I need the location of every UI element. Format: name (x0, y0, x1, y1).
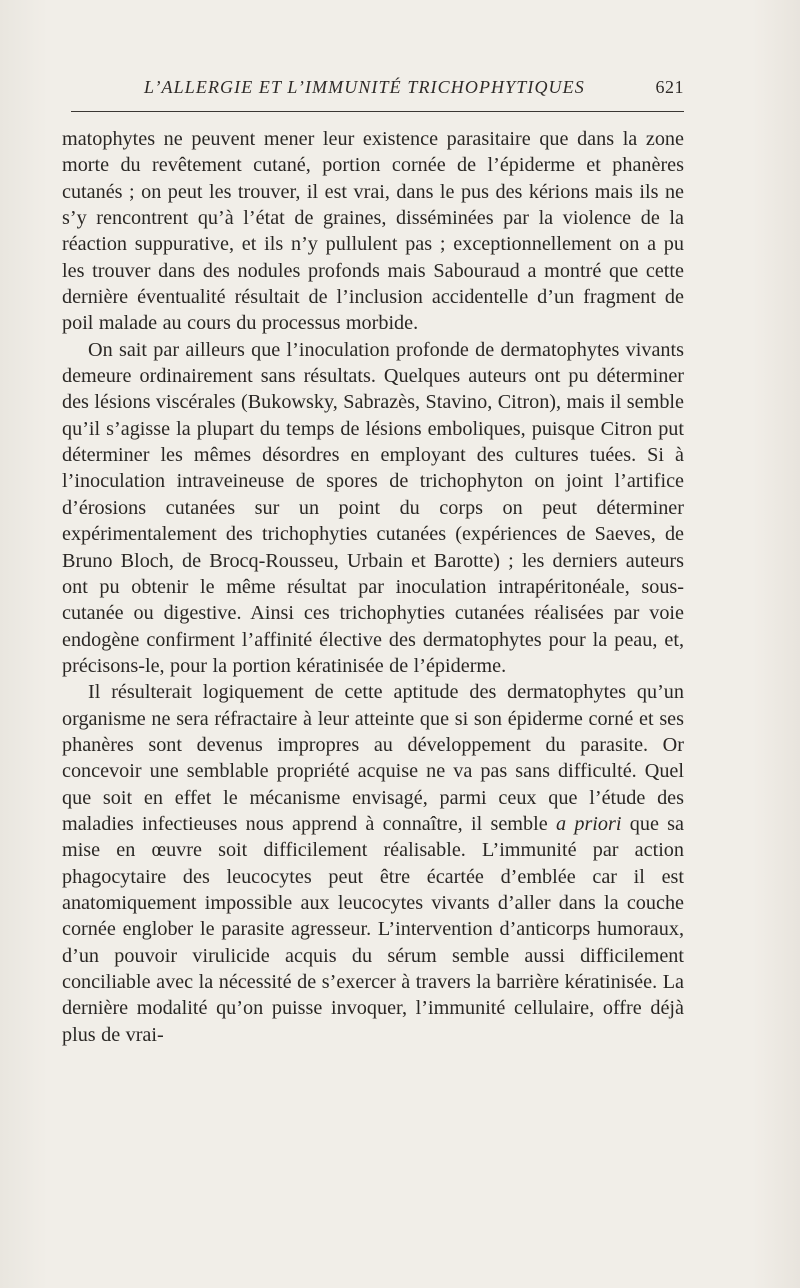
paragraph-2: On sait par ailleurs que l’inoculation profonde de dermatophytes vivants demeure ordinairement sans résultats. Quelques auteurs ont pu déterminer des lésions viscérales (Bukowsky, Sabrazès, Stavino, Citron), mais il semble qu’il s’agisse la plupart du temps de lésions emboliques, puisque Citron put déterminer les mêmes désordres en employant des cultures tuées. Si à l’inoculation intraveineuse de spores de trichophyton on joint l’artifice d’érosions cutanées sur un point du corps on peut déterminer expérimentalement des trichophyties cutanées (expériences de Saeves, de Bruno Bloch, de Brocq-Rousseu, Urbain et Barotte) ; les derniers auteurs ont pu obtenir le même résultat par inoculation intrapéritonéale, sous-cutanée ou digestive. Ainsi ces trichophyties cutanées réalisées par voie endogène confirment l’affinité élective des dermatophytes pour la peau, et, précisons-le, pour la portion kératinisée de l’épiderme. (62, 338, 684, 677)
page-header (62, 77, 684, 101)
paragraph-3-text-after: que sa mise en œuvre soit difficilement réalisable. L’immunité par action phagocytaire des leucocytes peut être écartée d’emblée car il est anatomiquement impossible aux leucocytes vivants d’aller dans la couche cornée englober le parasite agresseur. L’intervention d’anticorps humoraux, d’un pouvoir virulicide acquis du sérum semble aussi difficilement conciliable avec la nécessité de s’exercer à travers la barrière kératinisée. La dernière modalité qu’on puisse invoquer, l’immunité cellulaire, offre déjà plus de vrai- (62, 812, 684, 1046)
paragraph-1: matophytes ne peuvent mener leur existence parasitaire que dans la zone morte du revêtement cutané, portion cornée de l’épiderme et phanères cutanés ; on peut les trouver, il est vrai, dans le pus des kérions mais ils ne s’y rencontrent qu’à l’état de graines, disséminées par la violence de la réaction suppurative, et ils n’y pullulent pas ; exceptionnellement on a pu les trouver dans des nodules profonds mais Sabouraud a montré que cette dernière éventualité résultait de l’inclusion accidentelle d’un fragment de poil malade au cours du processus morbide. (62, 128, 684, 335)
header-rule (71, 111, 684, 112)
paragraph-3-text-before: Il résulterait logiquement de cette aptitude des dermatophytes qu’un organisme ne sera réfractaire à leur atteinte que si son épiderme corné et ses phanères sont devenus impropres au développement du parasite. Or concevoir une semblable propriété acquise ne va pas sans difficulté. Quel que soit en effet le mécanisme envisagé, parmi ceux que l’étude des maladies infectieuses nous apprend à connaître, il semble (62, 681, 684, 835)
body-text (62, 126, 684, 1048)
running-head: L’ALLERGIE ET L’IMMUNITÉ TRICHOPHYTIQUES (144, 77, 585, 97)
latin-emphasis: a priori (555, 812, 622, 835)
paragraph-3 (62, 679, 684, 1048)
page-number: 621 (655, 77, 684, 97)
